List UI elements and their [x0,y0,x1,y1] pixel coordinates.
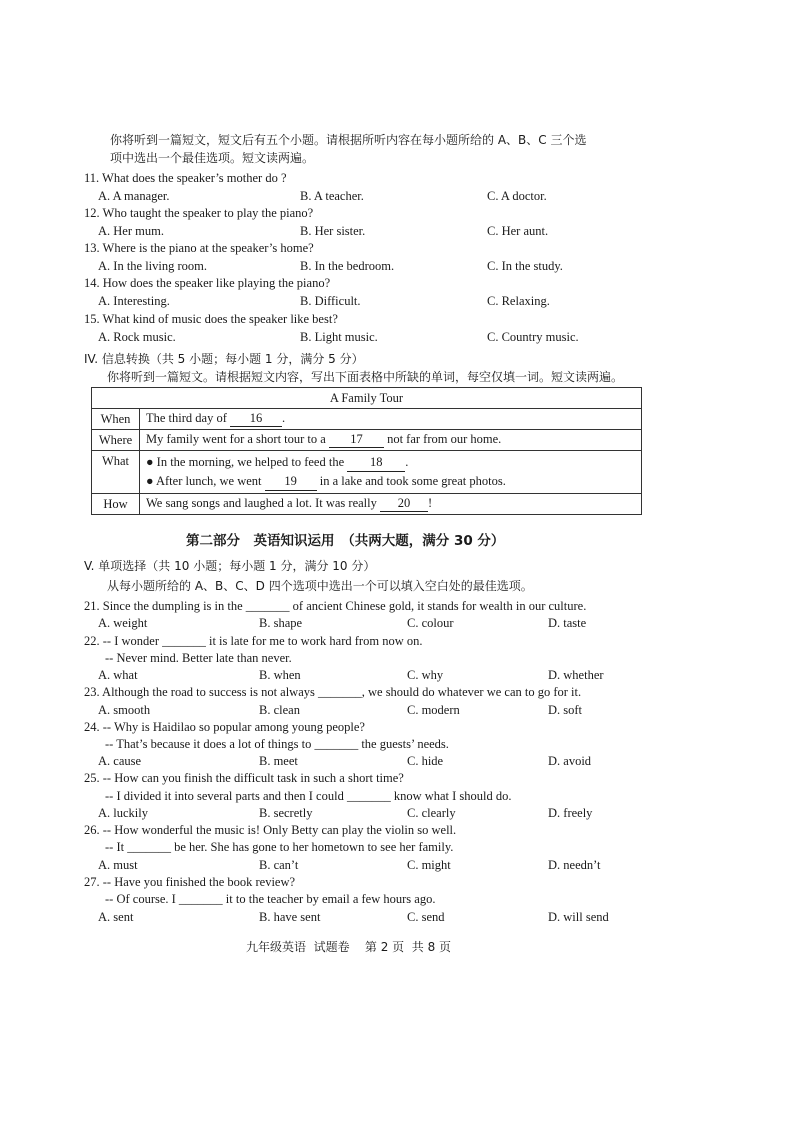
question-14: 14. How does the speaker like playing the piano? [84,276,331,290]
q23-option-d: D. soft [548,703,583,717]
q21-option-d: D. taste [548,616,587,630]
question-24: 24. -- Why is Haidilao so popular among young people? [84,720,365,734]
question-15: 15. What kind of music does the speaker like best? [84,312,338,326]
table-row-how [92,494,642,515]
row-key-when: When [92,409,140,430]
q15-option-a: A. Rock music. [98,330,176,344]
how-end: ! [428,496,433,510]
q11-option-c: C. A doctor. [487,189,547,203]
section4-instruction: 你将听到一篇短文。请根据短文内容，写出下面表格中所缺的单词，每空仅填一词。短文读两遍。 [107,370,624,384]
q12-option-c: C. Her aunt. [487,224,549,238]
q11-option-a: A. A manager. [98,189,170,203]
q23-option-c: C. modern [407,703,460,717]
blank-19[interactable]: 19 [265,472,317,491]
q22-option-c: C. why [407,668,444,682]
question-22: 22. -- I wonder _______ it is late for me to work hard from now on. [84,634,423,648]
question-27: 27. -- Have you finished the book review? [84,875,296,889]
what-line2-text: ● After lunch, we went [146,474,262,488]
row-key-where: Where [92,430,140,451]
what-line-1 [146,453,635,472]
q25-option-b: B. secretly [259,806,313,820]
row-value-where [140,430,642,451]
q25-option-a: A. luckily [98,806,148,820]
q26-option-c: C. might [407,858,451,872]
q14-option-b: B. Difficult. [300,294,361,308]
row-value-how [140,494,642,515]
blank-18[interactable]: 18 [347,453,405,472]
q22-option-a: A. what [98,668,138,682]
q21-option-a: A. weight [98,616,148,630]
question-22-reply: -- Never mind. Better late than never. [105,651,292,665]
question-25: 25. -- How can you finish the difficult task in such a short time? [84,771,404,785]
family-tour-table [91,387,642,515]
row-value-what [140,451,642,494]
q26-option-b: B. can’t [259,858,299,872]
section3-instruction-line1: 你将听到一篇短文，短文后有五个小题。请根据所听内容在每小题所给的 A、B、C 三个选 [110,133,587,147]
section3-instruction-line2: 项中选出一个最佳选项。短文读两遍。 [110,151,315,165]
q24-option-c: C. hide [407,754,444,768]
row-key-how: How [92,494,140,515]
what-line1-end: . [405,455,409,469]
q27-option-a: A. sent [98,910,134,924]
question-25-reply: -- I divided it into several parts and then I could _______ know what I should do. [105,789,512,803]
question-12: 12. Who taught the speaker to play the piano? [84,206,314,220]
question-11: 11. What does the speaker’s mother do ? [84,171,287,185]
q25-option-d: D. freely [548,806,593,820]
q14-option-c: C. Relaxing. [487,294,550,308]
q25-option-c: C. clearly [407,806,456,820]
blank-16[interactable]: 16 [230,411,282,427]
q15-option-c: C. Country music. [487,330,579,344]
q26-option-a: A. must [98,858,138,872]
question-27-reply: -- Of course. I _______ it to the teacher by email a few hours ago. [105,892,436,906]
question-26: 26. -- How wonderful the music is! Only Betty can play the violin so well. [84,823,457,837]
question-24-reply: -- That’s because it does a lot of things to _______ the guests’ needs. [105,737,449,751]
where-end: not far from our home. [387,432,502,446]
q14-option-a: A. Interesting. [98,294,170,308]
table-row-what [92,451,642,494]
table-title: A Family Tour [92,388,642,409]
when-end: . [282,411,286,425]
q22-option-d: D. whether [548,668,604,682]
q24-option-d: D. avoid [548,754,592,768]
section5-instruction: 从每小题所给的 A、B、C、D 四个选项中选出一个可以填入空白处的最佳选项。 [107,579,533,593]
q27-option-c: C. send [407,910,445,924]
q27-option-b: B. have sent [259,910,321,924]
q13-option-a: A. In the living room. [98,259,208,273]
section4-heading: IV. 信息转换（共 5 小题；每小题 1 分，满分 5 分） [84,352,364,366]
table-row-when [92,409,642,430]
q15-option-b: B. Light music. [300,330,378,344]
where-text: My family went for a short tour to a [146,432,326,446]
page-footer: 九年级英语 试题卷 第 2 页 共 8 页 [246,940,452,954]
q22-option-b: B. when [259,668,301,682]
q11-option-b: B. A teacher. [300,189,364,203]
how-text: We sang songs and laughed a lot. It was really [146,496,377,510]
row-key-what: What [92,451,140,494]
q23-option-a: A. smooth [98,703,151,717]
what-line2-end: in a lake and took some great photos. [319,474,506,488]
q27-option-d: D. will send [548,910,609,924]
table-title-row [92,388,642,409]
q12-option-b: B. Her sister. [300,224,366,238]
q12-option-a: A. Her mum. [98,224,164,238]
blank-20[interactable]: 20 [380,496,428,512]
question-21: 21. Since the dumpling is in the _______ of ancient Chinese gold, it stands for wealth in our culture. [84,599,587,613]
q23-option-b: B. clean [259,703,300,717]
question-13: 13. Where is the piano at the speaker’s home? [84,241,314,255]
what-line1-text: ● In the morning, we helped to feed the [146,455,345,469]
section5-heading: V. 单项选择（共 10 小题；每小题 1 分，满分 10 分） [84,559,376,573]
part2-title: 第二部分 英语知识运用 （共两大题，满分 30 分） [186,533,505,549]
row-value-when [140,409,642,430]
question-23: 23. Although the road to success is not always _______, we should do whatever we can to go for it. [84,685,582,699]
q24-option-a: A. cause [98,754,142,768]
q21-option-b: B. shape [259,616,303,630]
what-line-2 [146,472,635,491]
q13-option-c: C. In the study. [487,259,563,273]
q24-option-b: B. meet [259,754,298,768]
q13-option-b: B. In the bedroom. [300,259,395,273]
table-row-where [92,430,642,451]
q21-option-c: C. colour [407,616,454,630]
when-text: The third day of [146,411,227,425]
question-26-reply: -- It _______ be her. She has gone to her hometown to see her family. [105,840,454,854]
q26-option-d: D. needn’t [548,858,601,872]
blank-17[interactable]: 17 [329,432,384,448]
